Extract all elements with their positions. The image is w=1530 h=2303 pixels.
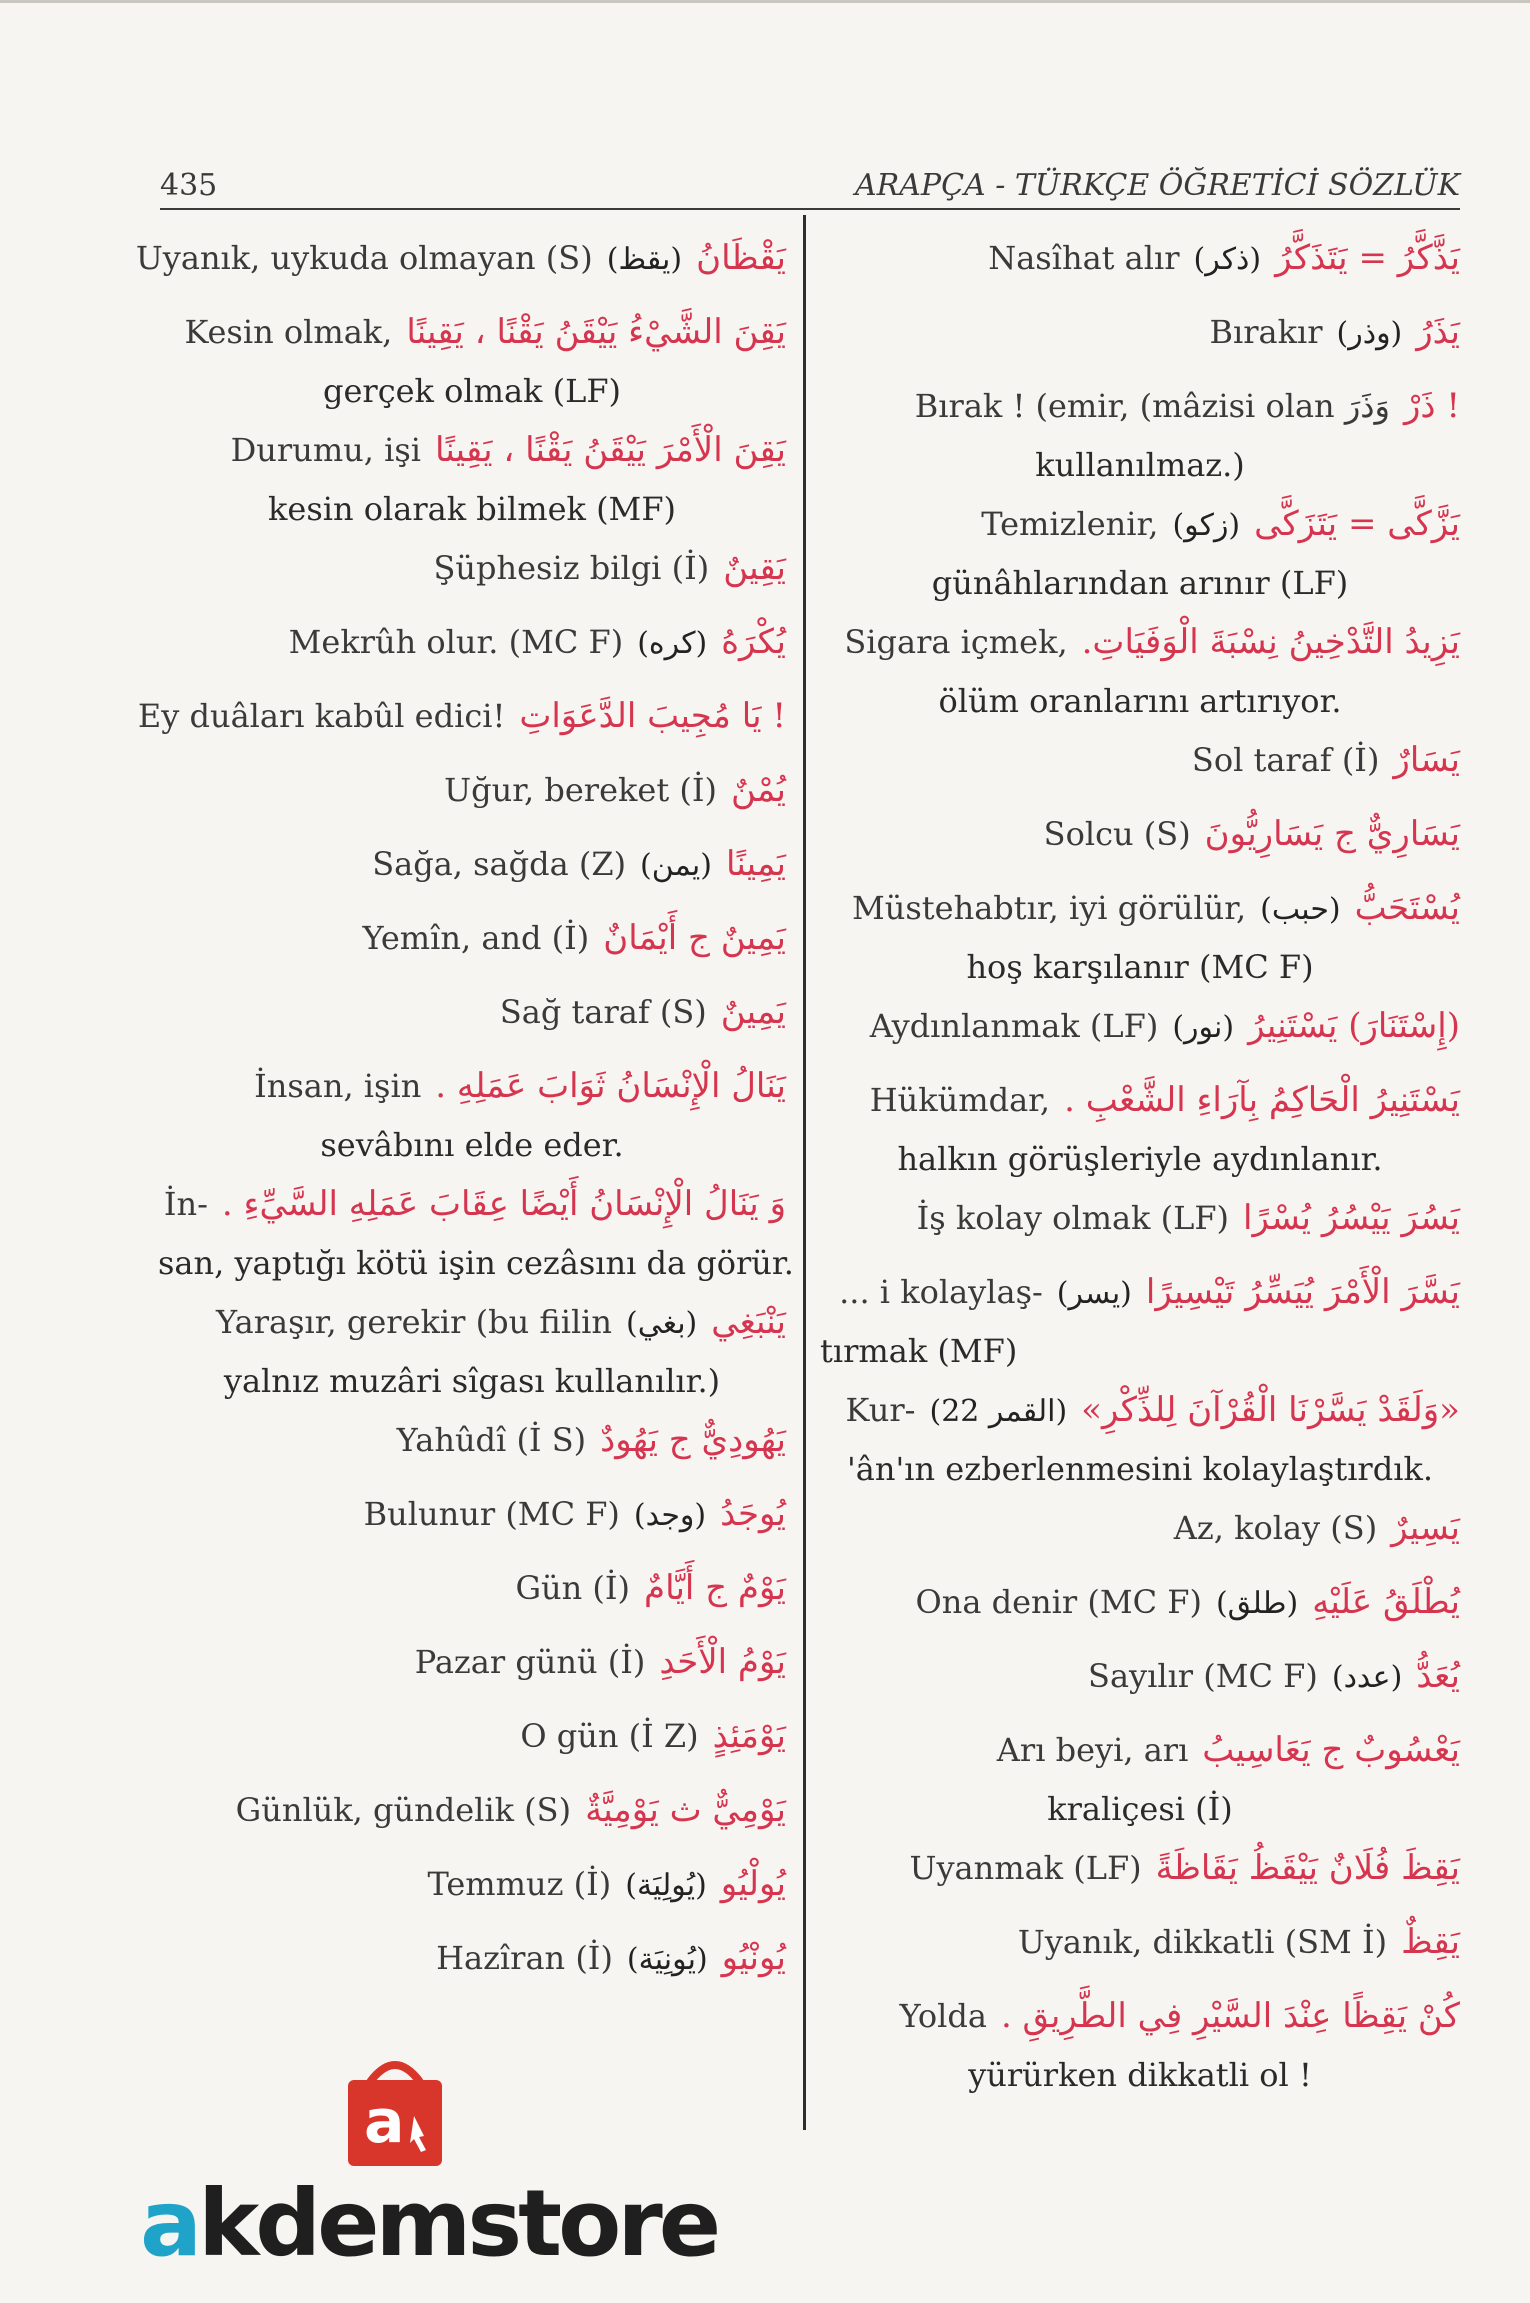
dictionary-entry: [158, 1706, 786, 1766]
arabic-headword: وَ يَنَالُ الْإِنْسَانُ أَيْضًا عِقَابَ عَمَلِهِ السَّيِّءِ .: [221, 1184, 786, 1224]
entry-gap: [158, 288, 786, 302]
entry-gap: [158, 1766, 786, 1780]
arabic-headword: يَقِظَ فُلَانٌ يَيْقَظُ يَقَاظَةً: [1155, 1848, 1460, 1888]
arabic-root: (حبب): [1260, 892, 1341, 927]
dictionary-entry: [137, 686, 786, 746]
right-column: [820, 228, 1460, 2104]
turkish-meaning: Az, kolay (S): [1173, 1509, 1378, 1547]
arabic-headword: يَسَارِيٌّ ج يَسَارِيُّونَ: [1204, 814, 1460, 854]
entry-gap: [820, 362, 1460, 376]
turkish-meaning: Kesin olmak,: [184, 313, 393, 351]
dictionary-entry: [820, 804, 1460, 864]
entry-gap: [820, 1898, 1460, 1912]
dictionary-entry: [820, 1498, 1460, 1558]
page-number: 435: [160, 168, 218, 203]
arabic-root: (يقظ): [606, 242, 683, 277]
dictionary-entry: [820, 1720, 1460, 1780]
arabic-headword: يَنَالُ الْإِنْسَانُ ثَوَابَ عَمَلِهِ .: [435, 1066, 786, 1106]
entry-gap: [820, 1558, 1460, 1572]
dictionary-entry: [158, 420, 786, 480]
turkish-meaning: Aydınlanmak (LF): [869, 1007, 1159, 1045]
dictionary-entry: [820, 228, 1460, 288]
arabic-headword: يُونْيُو: [721, 1938, 786, 1978]
turkish-meaning: Temizlenir,: [981, 505, 1159, 543]
turkish-meaning: ... i kolaylaş-: [839, 1273, 1043, 1311]
arabic-headword: يُسْتَحَبُّ: [1354, 888, 1460, 928]
turkish-meaning: Sol taraf (İ): [1191, 741, 1380, 779]
dictionary-entry: [820, 996, 1460, 1056]
arabic-headword: (إِسْتَنَارَ) يَسْتَنِيرُ: [1248, 1006, 1460, 1046]
arabic-root: (كره): [637, 626, 708, 661]
dictionary-entry: [158, 834, 786, 894]
dictionary-entry: [158, 538, 786, 598]
turkish-meaning: Bırak ! (emir, (mâzisi olan وَذَرَ: [914, 387, 1390, 425]
entry-gap: [820, 288, 1460, 302]
arabic-headword: يَسَارٌ: [1393, 740, 1460, 780]
meaning-continuation: gerçek olmak (LF): [322, 372, 622, 410]
arabic-headword: يَسْتَنِيرُ الْحَاكِمُ بِآرَاءِ الشَّعْبِ .: [1064, 1080, 1460, 1120]
arabic-headword: يُطْلَقُ عَلَيْهِ: [1312, 1582, 1460, 1622]
turkish-meaning: İnsan, işin: [254, 1067, 422, 1105]
entry-gap: [158, 820, 786, 834]
dictionary-entry: [820, 376, 1460, 436]
page-header: [160, 160, 1460, 210]
dictionary-entry: [158, 1558, 786, 1618]
turkish-meaning: Bırakır: [1209, 313, 1323, 351]
meaning-continuation: kullanılmaz.): [1035, 446, 1245, 484]
arabic-root: (يسر): [1056, 1276, 1132, 1311]
meaning-continuation: 'ân'ın ezberlenmesini kolaylaştırdık.: [847, 1450, 1433, 1488]
brand-a: a: [140, 2170, 199, 2277]
arabic-headword: يَهُودِيٌّ ج يَهُودٌ: [600, 1420, 786, 1460]
arabic-root: (يُولِيَة): [625, 1868, 707, 1903]
arabic-headword: يُولْيُو: [720, 1864, 786, 1904]
arabic-headword: يَقِنَ الْأَمْرَ يَيْقَنُ يَقْنًا ، يَقِينًا: [435, 430, 786, 470]
meaning-continuation: hoş karşılanır (MC F): [966, 948, 1314, 986]
dictionary-entry: [158, 760, 786, 820]
turkish-meaning: Sigara içmek,: [844, 623, 1068, 661]
entry-gap: [158, 894, 786, 908]
turkish-meaning: Uyanmak (LF): [909, 1849, 1142, 1887]
arabic-headword: يُعَدُّ: [1416, 1656, 1460, 1696]
entry-gap: [158, 1840, 786, 1854]
turkish-meaning: Uyanık, dikkatli (SM İ): [1017, 1923, 1388, 1961]
arabic-root: (عدد): [1331, 1660, 1403, 1695]
dictionary-entry: [158, 1292, 786, 1352]
entry-gap: [820, 1248, 1460, 1262]
turkish-meaning: Temmuz (İ): [427, 1865, 612, 1903]
arabic-root: (وذر): [1336, 316, 1403, 351]
dictionary-entry: [820, 1380, 1460, 1440]
turkish-meaning: Kur-: [845, 1391, 916, 1429]
dictionary-entry: [135, 228, 786, 288]
arabic-headword: يَمِينٌ ج أَيْمَانٌ: [603, 918, 786, 958]
entry-gap: [820, 1972, 1460, 1986]
dictionary-entry: [820, 494, 1460, 554]
turkish-meaning: Ona denir (MC F): [915, 1583, 1202, 1621]
dictionary-entry: [820, 1646, 1460, 1706]
dictionary-entry: [158, 612, 786, 672]
turkish-meaning: Nasîhat alır: [988, 239, 1180, 277]
arabic-headword: يَقِنَ الشَّيْءُ يَيْقَنُ يَقْنًا ، يَقِينًا: [406, 312, 786, 352]
entry-gap: [158, 1470, 786, 1484]
arabic-headword: يَمِينٌ: [720, 992, 786, 1032]
turkish-meaning: Yahûdî (İ S): [396, 1421, 587, 1459]
dictionary-entry: [820, 612, 1460, 672]
dictionary-entry: [820, 302, 1460, 362]
arabic-headword: ! يَا مُجِيبَ الدَّعَوَاتِ: [519, 696, 786, 736]
turkish-meaning: İn-: [163, 1185, 208, 1223]
entry-gap: [158, 968, 786, 982]
arabic-headword: يَزِيدُ التَّدْخِينُ نِسْبَةَ الْوَفَيَاتِ.: [1081, 622, 1460, 662]
entry-gap: [820, 790, 1460, 804]
arabic-headword: يَزَّكَّى = يَتَزَكَّى: [1254, 504, 1460, 544]
dictionary-entry: [158, 1056, 786, 1116]
brand-rest: kdemstore: [198, 2170, 718, 2277]
entry-gap: [158, 598, 786, 612]
arabic-headword: يَقِظٌ: [1401, 1922, 1460, 1962]
turkish-meaning: Yaraşır, gerekir (bu fiilin: [215, 1303, 613, 1341]
dictionary-entry: [820, 878, 1460, 938]
arabic-headword: يُمْنٌ: [730, 770, 786, 810]
entry-gap: [158, 672, 786, 686]
entry-gap: [158, 1042, 786, 1056]
meaning-continuation: kesin olarak bilmek (MF): [267, 490, 676, 528]
dictionary-entry: [158, 1410, 786, 1470]
dictionary-entry: [158, 1780, 786, 1840]
arabic-root: (زكو): [1172, 508, 1241, 543]
dictionary-entry: [820, 1838, 1460, 1898]
dictionary-entry: [158, 302, 786, 362]
entry-gap: [158, 1618, 786, 1632]
meaning-continuation: san, yaptığı kötü işin cezâsını da görür.: [158, 1244, 794, 1282]
meaning-continuation: halkın görüşleriyle aydınlanır.: [897, 1140, 1383, 1178]
column-divider: [803, 215, 806, 2130]
turkish-meaning: Durumu, işi: [230, 431, 421, 469]
meaning-continuation: yalnız muzâri sîgası kullanılır.): [223, 1362, 721, 1400]
turkish-meaning: Müstehabtır, iyi görülür,: [851, 889, 1247, 927]
entry-gap: [820, 1632, 1460, 1646]
entry-gap: [158, 746, 786, 760]
arabic-headword: «وَلَقَدْ يَسَّرْنَا الْقُرْآنَ لِلذِّكْرِ»: [1081, 1390, 1460, 1430]
arabic-headword: يَسَّرَ الْأَمْرَ يُيَسِّرُ تَيْسِيرًا: [1145, 1272, 1460, 1312]
turkish-meaning: Sağ taraf (S): [499, 993, 707, 1031]
turkish-meaning: Günlük, gündelik (S): [235, 1791, 572, 1829]
bag-letter: a: [364, 2087, 405, 2157]
turkish-meaning: Ey duâları kabûl edici!: [137, 697, 506, 735]
dictionary-entry: [820, 1070, 1460, 1130]
turkish-meaning: Uyanık, uykuda olmayan (S): [135, 239, 593, 277]
arabic-headword: ! ذَرْ: [1403, 386, 1460, 426]
turkish-meaning: Hazîran (İ): [436, 1939, 613, 1977]
dictionary-entry: [820, 1572, 1460, 1632]
dictionary-entry: [158, 1484, 786, 1544]
meaning-continuation: kraliçesi (İ): [1047, 1790, 1233, 1828]
entry-gap: [820, 1056, 1460, 1070]
turkish-meaning: Sayılır (MC F): [1088, 1657, 1318, 1695]
entry-gap: [820, 864, 1460, 878]
turkish-meaning: Uğur, bereket (İ): [444, 771, 717, 809]
turkish-meaning: İş kolay olmak (LF): [916, 1199, 1230, 1237]
entry-gap: [158, 1692, 786, 1706]
dictionary-entry: [158, 982, 786, 1042]
dictionary-entry: [820, 1986, 1460, 2046]
arabic-headword: يَوْمَئِذٍ: [712, 1716, 786, 1756]
arabic-headword: يَوْمُ الْأَحَدِ: [659, 1642, 786, 1682]
turkish-meaning: Yemîn, and (İ): [362, 919, 590, 957]
arabic-headword: يَمِينًا: [726, 844, 786, 884]
arabic-headword: يَسِيرٌ: [1391, 1508, 1460, 1548]
meaning-continuation: yürürken dikkatli ol !: [968, 2056, 1312, 2094]
arabic-root: (ذكر): [1193, 242, 1262, 277]
arabic-headword: يَقِينٌ: [723, 548, 786, 588]
arabic-root: (طلق): [1215, 1586, 1299, 1621]
turkish-meaning: Şüphesiz bilgi (İ): [433, 549, 710, 587]
arabic-root: (نور): [1172, 1010, 1235, 1045]
arabic-headword: يَذَرُ: [1416, 312, 1460, 352]
entry-gap: [820, 1706, 1460, 1720]
shopping-bag-icon: [340, 2050, 450, 2170]
dictionary-entry: [158, 908, 786, 968]
arabic-headword: يَوْمٌ ج أَيَّامٌ: [644, 1568, 786, 1608]
arabic-root: (القمر 22): [929, 1394, 1068, 1429]
meaning-continuation: ölüm oranlarını artırıyor.: [938, 682, 1342, 720]
top-edge-rule: [0, 0, 1530, 3]
turkish-meaning: O gün (İ Z): [520, 1717, 699, 1755]
turkish-meaning: Gün (İ): [515, 1569, 631, 1607]
arabic-root: (بغي): [626, 1306, 698, 1341]
arabic-root: (وجد): [633, 1498, 707, 1533]
arabic-headword: يَقْظَانُ: [696, 238, 786, 278]
entry-gap: [158, 1914, 786, 1928]
arabic-headword: يُوجَدُ: [720, 1494, 786, 1534]
dictionary-entry: [158, 1174, 786, 1234]
dictionary-entry: [820, 730, 1460, 790]
dictionary-entry: [820, 1912, 1460, 1972]
turkish-meaning: Pazar günü (İ): [414, 1643, 646, 1681]
arabic-headword: يُكْرَهُ: [721, 622, 786, 662]
arabic-root: (يُونِيَة): [626, 1942, 708, 1977]
turkish-meaning: Hükümdar,: [869, 1081, 1051, 1119]
meaning-continuation: sevâbını elde eder.: [320, 1126, 624, 1164]
turkish-meaning: Yolda: [899, 1997, 987, 2035]
turkish-meaning: Mekrûh olur. (MC F): [288, 623, 624, 661]
turkish-meaning: Solcu (S): [1043, 815, 1191, 853]
arabic-headword: يَعْسُوبٌ ج يَعَاسِيبُ: [1202, 1730, 1460, 1770]
turkish-meaning: Sağa, sağda (Z): [372, 845, 627, 883]
left-column: [135, 228, 794, 2002]
arabic-headword: يَوْمِيٌّ ث يَوْمِيَّةٌ: [585, 1790, 786, 1830]
arabic-headword: كُنْ يَقِظًا عِنْدَ السَّيْرِ فِي الطَّرِيقِ .: [1000, 1996, 1460, 2036]
dictionary-entry: [158, 1632, 786, 1692]
arabic-headword: يَذَّكَّرُ = يَتَذَكَّرُ: [1275, 238, 1460, 278]
entry-gap: [158, 1988, 786, 2002]
entry-gap: [158, 1544, 786, 1558]
turkish-meaning: Bulunur (MC F): [363, 1495, 620, 1533]
arabic-root: (يمن): [640, 848, 712, 883]
arabic-headword: يَنْبَغِي: [711, 1302, 786, 1342]
dictionary-entry: [820, 1262, 1460, 1322]
dictionary-entry: [820, 1188, 1460, 1248]
book-title: ARAPÇA - TÜRKÇE ÖĞRETİCİ SÖZLÜK: [854, 168, 1460, 203]
arabic-headword: يَسُرَ يَيْسُرُ يُسْرًا: [1243, 1198, 1460, 1238]
turkish-meaning: Arı beyi, arı: [996, 1731, 1189, 1769]
dictionary-entry: [158, 1854, 786, 1914]
akdemstore-logo: [140, 2050, 718, 2277]
brand-wordmark: [140, 2170, 717, 2277]
meaning-continuation: günâhlarından arınır (LF): [931, 564, 1349, 602]
meaning-continuation: tırmak (MF): [820, 1332, 1018, 1370]
dictionary-entry: [158, 1928, 786, 1988]
